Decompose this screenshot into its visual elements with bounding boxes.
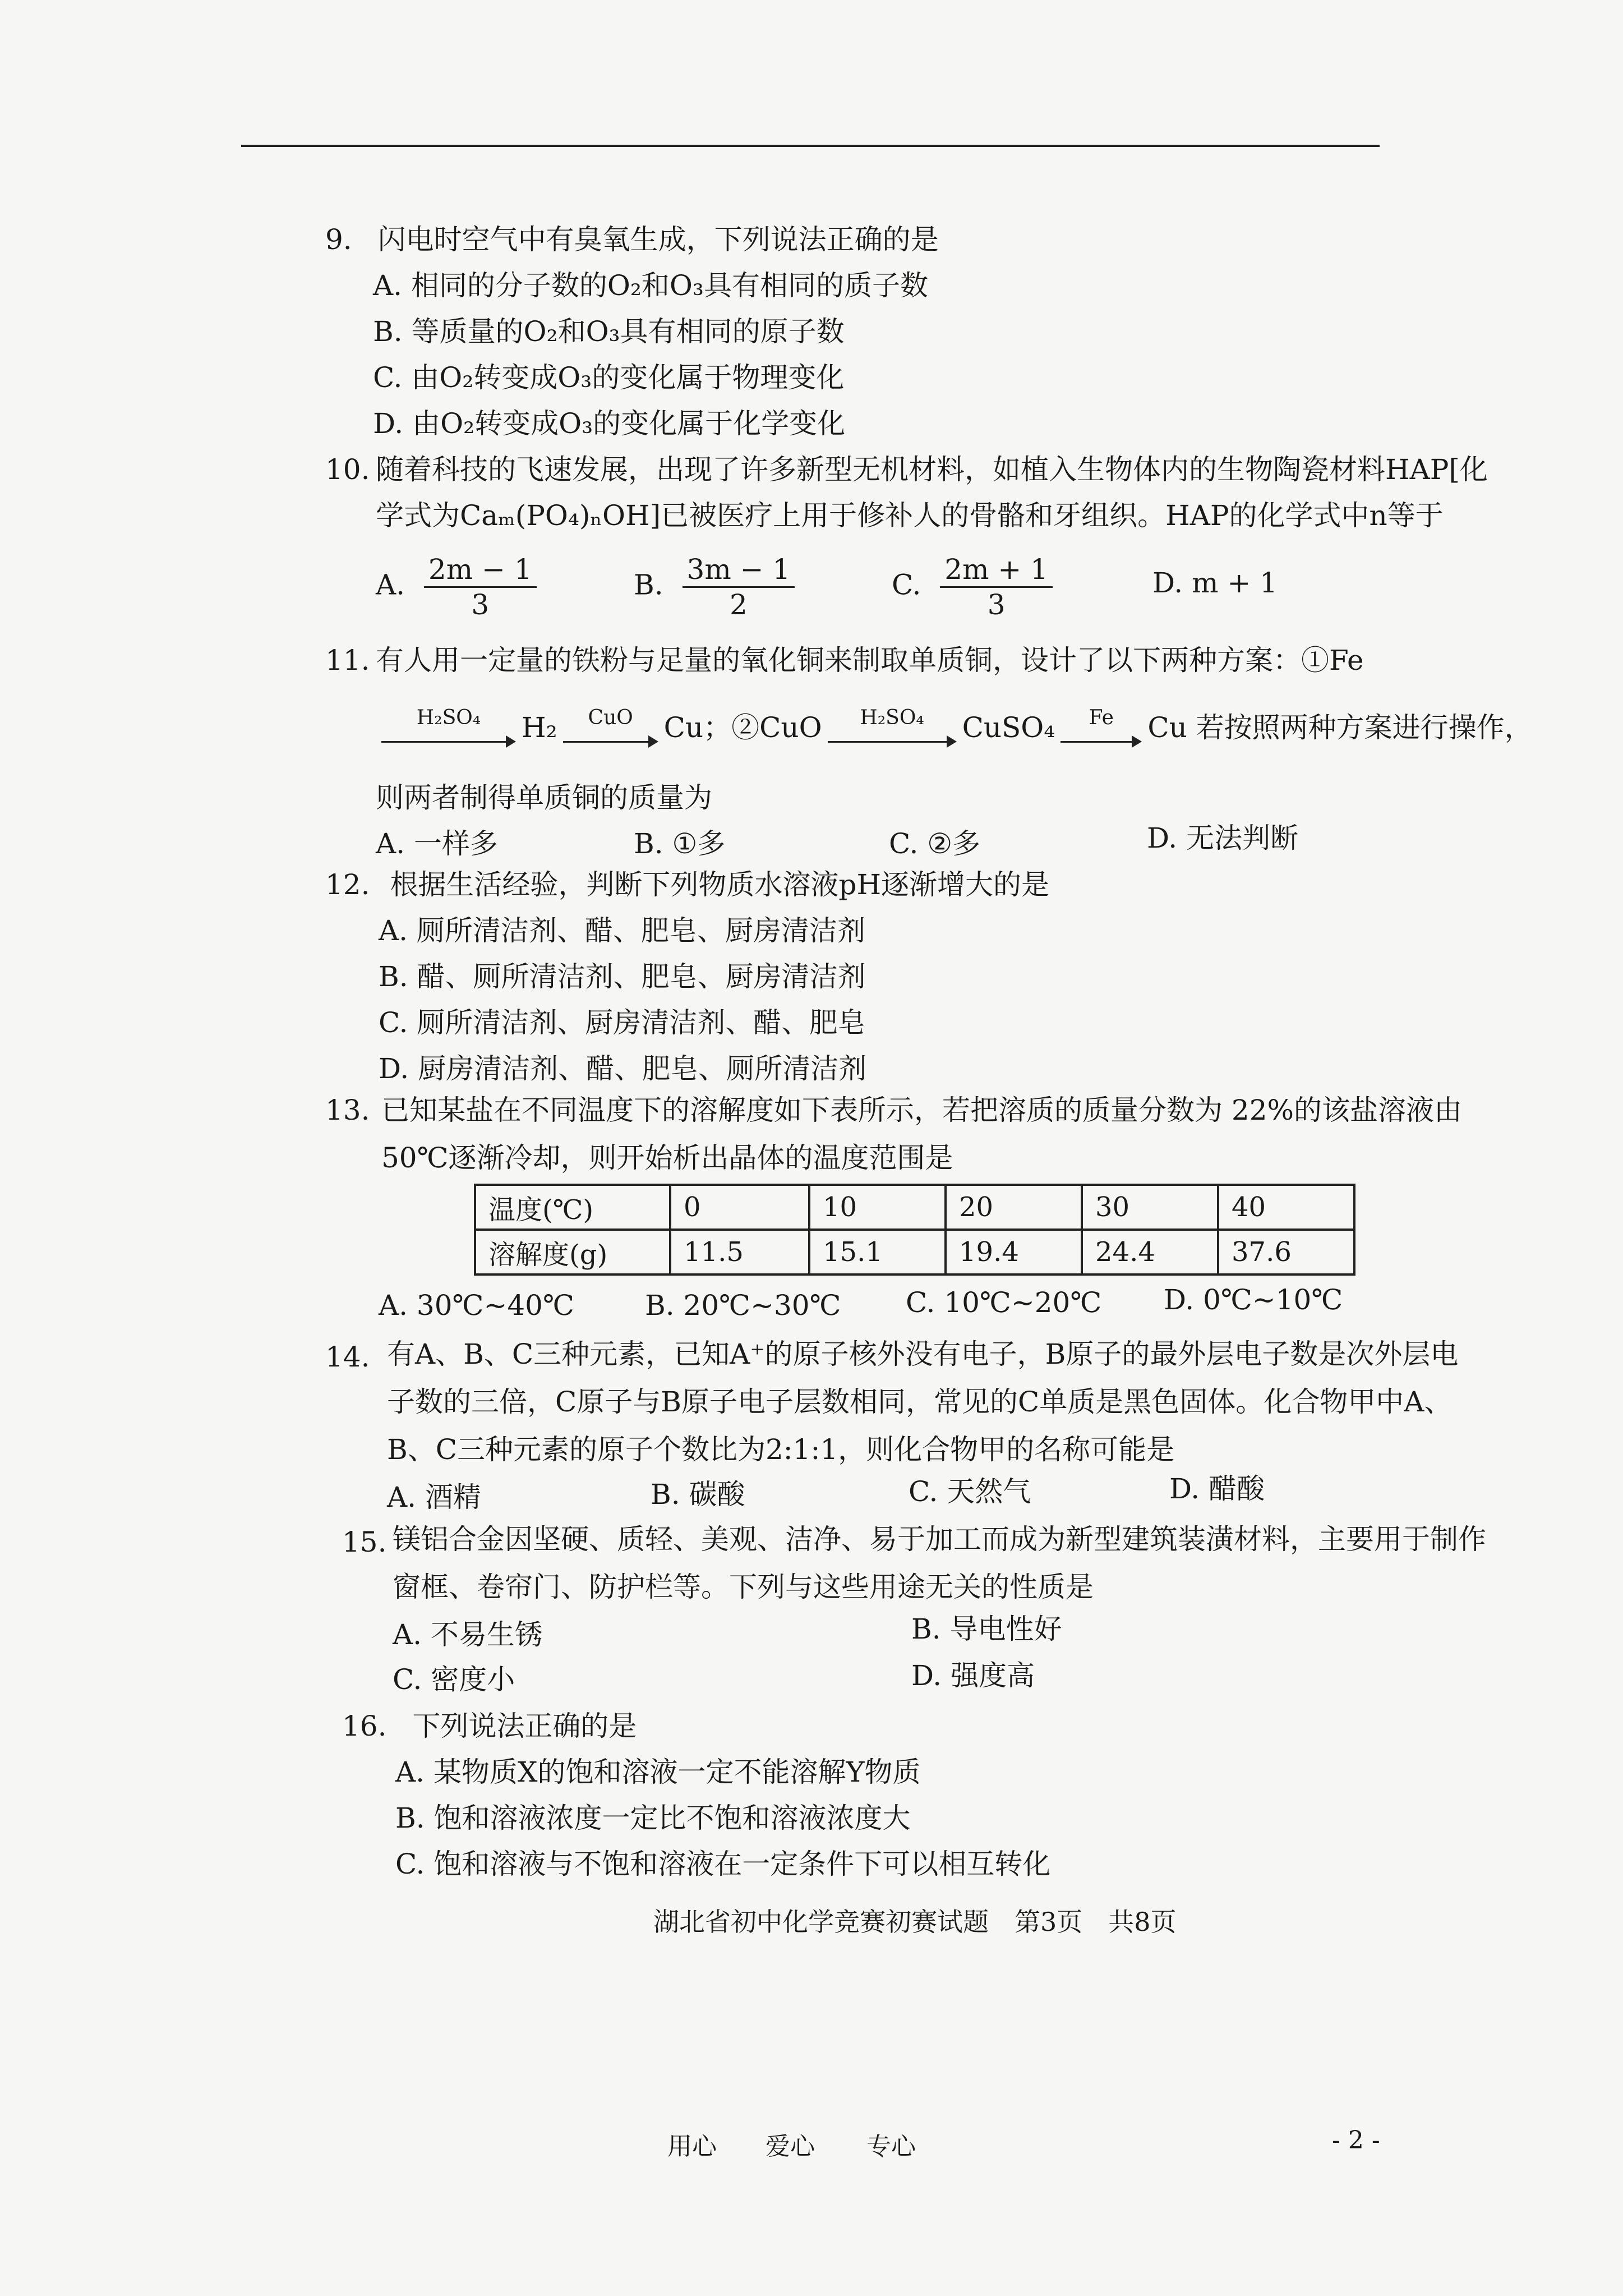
option-c: C. 10℃~20℃: [906, 1286, 1102, 1319]
question-13-number: 13.: [325, 1094, 370, 1126]
table-cell: 10: [809, 1185, 946, 1230]
numerator: 3m − 1: [683, 553, 795, 588]
option-c: C. 密度小: [393, 1663, 515, 1696]
table-cell: 0: [670, 1185, 809, 1230]
option-label: A.: [376, 568, 405, 601]
reaction-arrow: [563, 706, 658, 749]
question-12: [325, 868, 1049, 901]
product: CuSO₄: [962, 711, 1055, 744]
option-a: A. 某物质X的饱和溶液一定不能溶解Y物质: [395, 1756, 921, 1788]
option-c: [892, 553, 1053, 622]
option-c: C. 饱和溶液与不饱和溶液在一定条件下可以相互转化: [395, 1848, 1051, 1880]
question-11-number: 11.: [325, 644, 370, 677]
question-9: [325, 223, 939, 256]
arrow-label: Fe: [1089, 706, 1114, 729]
option-c: C. 天然气: [909, 1475, 1031, 1508]
question-13-line1: 已知某盐在不同温度下的溶解度如下表所示，若把溶质的质量分数为 22%的该盐溶液由: [381, 1094, 1463, 1126]
fraction: [683, 553, 795, 622]
solubility-table: [474, 1184, 1355, 1276]
question-13-line2: 50℃逐渐冷却，则开始析出晶体的温度范围是: [381, 1142, 953, 1174]
table-cell: 40: [1218, 1185, 1354, 1230]
option-a: A. 相同的分子数的O₂和O₃具有相同的质子数: [373, 269, 928, 302]
question-14-line3: B、C三种元素的原子个数比为2:1:1，则化合物甲的名称可能是: [387, 1433, 1175, 1466]
table-row: [475, 1185, 1354, 1230]
reaction-line: [376, 708, 1533, 749]
option-d: D. m + 1: [1152, 567, 1278, 599]
option-a: [376, 553, 537, 622]
question-16: [342, 1710, 637, 1742]
page-number: - 2 -: [1332, 2126, 1380, 2155]
table-cell: 20: [946, 1185, 1082, 1230]
question-15-line2: 窗框、卷帘门、防护栏等。下列与这些用途无关的性质是: [393, 1571, 1094, 1603]
question-number: 9.: [325, 223, 352, 256]
option-b: [634, 553, 795, 622]
table-cell: 温度(℃): [475, 1185, 670, 1230]
option-b: B. 醋、厕所清洁剂、肥皂、厨房清洁剂: [379, 960, 866, 993]
bottom-word-1: 用心: [667, 2132, 717, 2161]
product: Cu；②CuO: [663, 711, 822, 744]
denominator: 3: [471, 588, 490, 621]
option-a: A. 不易生锈: [393, 1618, 543, 1651]
option-c: C. ②多: [889, 827, 981, 860]
question-14-number: 14.: [325, 1341, 370, 1373]
table-cell: 30: [1082, 1185, 1218, 1230]
fraction: [940, 553, 1053, 622]
reaction-arrow: [381, 706, 516, 749]
arrow-label: H₂SO₄: [860, 706, 924, 729]
question-14-line1: 有A、B、C三种元素，已知A⁺的原子核外没有电子，B原子的最外层电子数是次外层电: [387, 1338, 1459, 1370]
table-cell: 19.4: [946, 1230, 1082, 1274]
option-d: D. 无法判断: [1147, 822, 1299, 854]
reaction-arrow: [1061, 706, 1142, 749]
option-label: C.: [892, 568, 921, 601]
product: Cu 若按照两种方案进行操作，: [1147, 711, 1533, 744]
option-a: A. 30℃~40℃: [379, 1289, 574, 1322]
table-cell: 11.5: [670, 1230, 809, 1274]
reaction-arrow: [828, 706, 957, 749]
question-11-line1: 有人用一定量的铁粉与足量的氧化铜来制取单质铜，设计了以下两种方案：①Fe: [376, 644, 1364, 677]
question-stem: 闪电时空气中有臭氧生成，下列说法正确的是: [377, 223, 939, 256]
option-d: D. 厨房清洁剂、醋、肥皂、厕所清洁剂: [379, 1052, 867, 1085]
top-rule: [241, 145, 1380, 147]
question-number: 16.: [342, 1710, 387, 1742]
question-stem: 下列说法正确的是: [412, 1710, 637, 1742]
option-b: B. 碳酸: [651, 1478, 745, 1511]
option-a: A. 酒精: [387, 1481, 481, 1513]
option-b: B. ①多: [634, 827, 726, 860]
option-c: C. 厕所清洁剂、厨房清洁剂、醋、肥皂: [379, 1006, 866, 1039]
option-a: A. 一样多: [376, 827, 498, 860]
denominator: 2: [730, 588, 748, 621]
option-b: B. 等质量的O₂和O₃具有相同的原子数: [373, 315, 845, 348]
table-cell: 37.6: [1218, 1230, 1354, 1274]
option-d: D. 醋酸: [1169, 1473, 1265, 1505]
numerator: 2m + 1: [940, 553, 1053, 588]
question-10-line1: 随着科技的飞速发展，出现了许多新型无机材料，如植入生物体内的生物陶瓷材料HAP[化: [376, 453, 1488, 486]
question-15-number: 15.: [342, 1526, 387, 1558]
bottom-word-2: 爱心: [766, 2132, 815, 2161]
product: H₂: [522, 711, 557, 744]
option-d: D. 由O₂转变成O₃的变化属于化学变化: [373, 407, 846, 440]
arrow-label: CuO: [588, 706, 633, 729]
option-b: B. 20℃~30℃: [645, 1289, 841, 1322]
question-stem: 根据生活经验，判断下列物质水溶液pH逐渐增大的是: [390, 868, 1050, 901]
question-10-number: 10.: [325, 453, 370, 486]
question-11-line3: 则两者制得单质铜的质量为: [376, 781, 712, 814]
table-row: [475, 1230, 1354, 1274]
option-a: A. 厕所清洁剂、醋、肥皂、厨房清洁剂: [379, 914, 865, 947]
option-label: B.: [634, 568, 663, 601]
bottom-word-3: 专心: [866, 2132, 916, 2161]
page-footer: 湖北省初中化学竞赛初赛试题 第3页 共8页: [653, 1907, 1177, 1937]
option-c: C. 由O₂转变成O₃的变化属于物理变化: [373, 361, 845, 394]
table-cell: 溶解度(g): [475, 1230, 670, 1274]
question-14-line2: 子数的三倍，C原子与B原子电子层数相同，常见的C单质是黑色固体。化合物甲中A、: [387, 1386, 1453, 1418]
table-cell: 24.4: [1082, 1230, 1218, 1274]
table-cell: 15.1: [809, 1230, 946, 1274]
option-b: B. 饱和溶液浓度一定比不饱和溶液浓度大: [395, 1802, 911, 1834]
numerator: 2m − 1: [424, 553, 537, 588]
arrow-label: H₂SO₄: [416, 706, 481, 729]
option-d: D. 0℃~10℃: [1164, 1283, 1343, 1316]
question-number: 12.: [325, 868, 370, 901]
option-b: B. 导电性好: [911, 1613, 1062, 1645]
option-d: D. 强度高: [911, 1659, 1035, 1692]
question-10-line2: 学式为Caₘ(PO₄)ₙOH]已被医疗上用于修补人的骨骼和牙组织。HAP的化学式中n等于: [376, 499, 1444, 532]
fraction: [424, 553, 537, 622]
denominator: 3: [987, 588, 1006, 621]
question-15-line1: 镁铝合金因坚硬、质轻、美观、洁净、易于加工而成为新型建筑装潢材料，主要用于制作: [393, 1523, 1486, 1556]
